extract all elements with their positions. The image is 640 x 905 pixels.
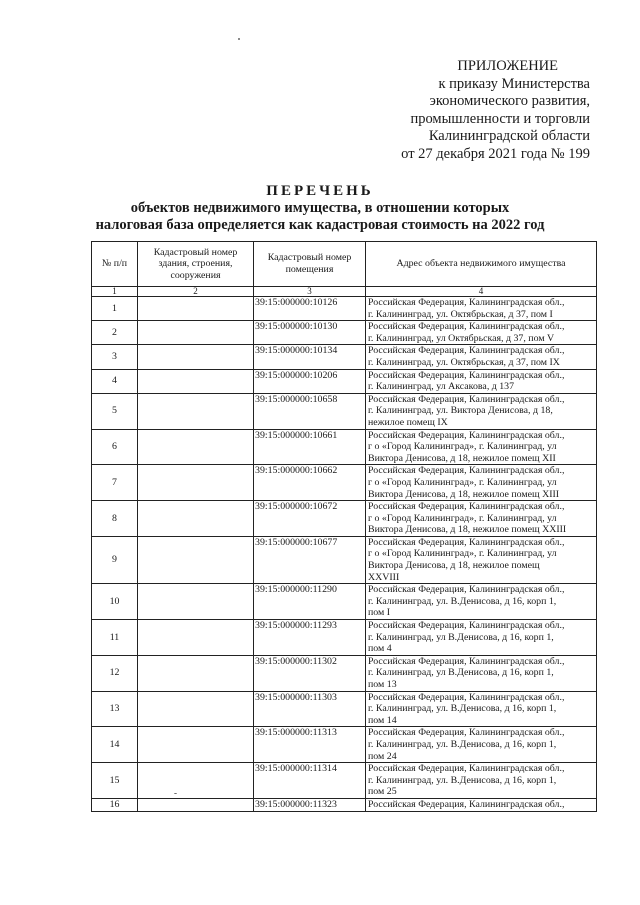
address-line: пом 13 (368, 679, 397, 690)
column-number: 4 (366, 287, 597, 297)
address-cell (366, 691, 597, 727)
table-row (92, 345, 597, 369)
address-line: г о «Город Калининград», г. Калининград, ул (368, 476, 557, 488)
table-row (92, 655, 597, 691)
address-line: пом 24 (368, 750, 397, 762)
title-line-1: объектов недвижимого имущества, в отношении которых (130, 200, 510, 216)
address-line: Российская Федерация, Калининградская обл., (368, 369, 565, 381)
building-cadastral-cell (138, 369, 254, 393)
header-building-cadastral: Кадастровый номер здания, строения, сооружения (138, 242, 254, 287)
address-cell (366, 321, 597, 345)
building-cadastral-cell (138, 584, 254, 620)
address-line: Российская Федерация, Калининградская обл., (368, 393, 565, 405)
column-number: 1 (92, 287, 138, 297)
address-cell (366, 369, 597, 393)
property-table (91, 241, 597, 812)
premises-cadastral-cell: 39:15:000000:10658 (254, 393, 366, 429)
appendix-date-line: от 27 декабря 2021 года № 199 (401, 145, 590, 162)
address-cell (366, 297, 597, 321)
table-row (92, 536, 597, 583)
address-line: Российская Федерация, Калининградская обл., (368, 429, 565, 441)
table-row (92, 321, 597, 345)
address-line: Российская Федерация, Калининградская обл., (368, 345, 565, 357)
table-row (92, 429, 597, 465)
address-line: Виктора Денисова, д 18, нежилое помещ XXIII (368, 524, 567, 536)
header-premises-cadastral: Кадастровый номер помещения (254, 242, 366, 287)
address-line: XXVIII (368, 571, 400, 583)
address-cell (366, 536, 597, 583)
premises-cadastral-cell: 39:15:000000:11313 (254, 727, 366, 763)
address-cell (366, 465, 597, 501)
scan-speck (238, 38, 240, 40)
address-line: г. Калининград, ул Аксакова, д 137 (368, 381, 515, 393)
title-line-2: налоговая база определяется как кадастровая стоимость на 2022 год (95, 217, 545, 233)
address-line: г о «Город Калининград», г. Калининград, ул (368, 512, 557, 524)
row-number: 14 (92, 727, 138, 763)
column-number: 2 (138, 287, 254, 297)
premises-cadastral-cell: 39:15:000000:10134 (254, 345, 366, 369)
building-cadastral-cell (138, 620, 254, 656)
row-number: 5 (92, 393, 138, 429)
address-line: Российская Федерация, Калининградская обл., (368, 584, 565, 596)
appendix-line: к приказу Министерства (438, 75, 590, 92)
building-cadastral-cell (138, 798, 254, 811)
document-title (40, 182, 600, 234)
address-line: Российская Федерация, Калининградская обл., (368, 620, 565, 632)
premises-cadastral-cell: 39:15:000000:10662 (254, 465, 366, 501)
address-line: пом 14 (368, 714, 397, 726)
address-line: Российская Федерация, Калининградская обл., (368, 655, 565, 667)
address-line: Российская Федерация, Калининградская обл., (368, 798, 565, 810)
address-cell (366, 655, 597, 691)
building-cadastral-cell (138, 691, 254, 727)
building-cadastral-cell (138, 345, 254, 369)
table-row (92, 727, 597, 763)
table-row (92, 501, 597, 537)
premises-cadastral-cell: 39:15:000000:10206 (254, 369, 366, 393)
address-line: пом 25 (368, 786, 397, 798)
table-row (92, 691, 597, 727)
appendix-line: экономического развития, (429, 93, 590, 110)
building-cadastral-cell (138, 429, 254, 465)
address-line: Российская Федерация, Калининградская обл., (368, 763, 565, 775)
row-number: 7 (92, 465, 138, 501)
row-number: 11 (92, 620, 138, 656)
appendix-line: промышленности и торговли (410, 110, 590, 127)
table-row (92, 620, 597, 656)
address-line: пом I (368, 607, 391, 619)
address-cell (366, 393, 597, 429)
building-cadastral-cell (138, 501, 254, 537)
table-body (92, 297, 597, 812)
row-number: 16 (92, 798, 138, 811)
table-row (92, 763, 597, 799)
address-line: Виктора Денисова, д 18, нежилое помещ (368, 560, 540, 572)
premises-cadastral-cell: 39:15:000000:11323 (254, 798, 366, 811)
table-row (92, 369, 597, 393)
address-line: г. Калининград, ул. Виктора Денисова, д 18, (368, 405, 553, 417)
appendix-heading: ПРИЛОЖЕНИЕ (457, 58, 558, 74)
address-line: Виктора Денисова, д 18, нежилое помещ XIII (368, 488, 560, 500)
building-cadastral-cell (138, 321, 254, 345)
address-cell (366, 727, 597, 763)
header-address: Адрес объекта недвижимого имущества (366, 242, 597, 287)
row-number: 2 (92, 321, 138, 345)
address-cell (366, 798, 597, 811)
table-row (92, 465, 597, 501)
address-line: г о «Город Калининград», г. Калининград, ул (368, 441, 557, 453)
building-cadastral-cell (138, 655, 254, 691)
address-cell (366, 429, 597, 465)
building-cadastral-cell (138, 393, 254, 429)
address-cell (366, 584, 597, 620)
address-line: г. Калининград, ул. В.Денисова, д 16, корп 1, (368, 595, 557, 607)
address-line: Российская Федерация, Калининградская обл., (368, 297, 565, 308)
premises-cadastral-cell: 39:15:000000:11314 (254, 763, 366, 799)
premises-cadastral-cell: 39:15:000000:10672 (254, 501, 366, 537)
row-number: 3 (92, 345, 138, 369)
row-number: 15 (92, 763, 138, 799)
address-line: г. Калининград, ул. Октябрьская, д 37, пом I (368, 308, 553, 320)
appendix-line: Калининградской области (428, 128, 590, 145)
building-cadastral-cell (138, 763, 254, 799)
address-line: нежилое помещ IX (368, 416, 448, 428)
address-line: г. Калининград, ул Октябрьская, д 37, пом V (368, 332, 555, 344)
address-line: пом 4 (368, 643, 392, 655)
row-number: 4 (92, 369, 138, 393)
table-row (92, 297, 597, 321)
address-cell (366, 501, 597, 537)
row-number: 9 (92, 536, 138, 583)
building-cadastral-cell (138, 727, 254, 763)
address-line: г. Калининград, ул. В.Денисова, д 16, корп 1, (368, 703, 557, 715)
title-heading: ПЕРЕЧЕНЬ (266, 183, 374, 199)
row-number: 1 (92, 297, 138, 321)
premises-cadastral-cell: 39:15:000000:11293 (254, 620, 366, 656)
row-number: 12 (92, 655, 138, 691)
building-cadastral-cell (138, 465, 254, 501)
address-line: Российская Федерация, Калининградская обл., (368, 691, 565, 703)
address-cell (366, 345, 597, 369)
premises-cadastral-cell: 39:15:000000:10126 (254, 297, 366, 321)
table-row (92, 584, 597, 620)
address-line: Виктора Денисова, д 18, нежилое помещ XII (368, 452, 556, 464)
premises-cadastral-cell: 39:15:000000:10130 (254, 321, 366, 345)
address-cell (366, 763, 597, 799)
header-num: № п/п (92, 242, 138, 287)
address-line: Российская Федерация, Калининградская обл., (368, 727, 565, 739)
row-number: 13 (92, 691, 138, 727)
address-line: г о «Город Калининград», г. Калининград, ул (368, 548, 557, 560)
address-line: Российская Федерация, Калининградская обл., (368, 321, 565, 333)
table-row (92, 393, 597, 429)
address-line: г. Калининград, ул. В.Денисова, д 16, корп 1, (368, 774, 557, 786)
address-line: Российская Федерация, Калининградская обл., (368, 536, 565, 548)
building-cadastral-cell (138, 297, 254, 321)
table-row (92, 798, 597, 811)
address-cell (366, 620, 597, 656)
address-line: Российская Федерация, Калининградская обл., (368, 501, 565, 513)
row-number: 10 (92, 584, 138, 620)
address-line: г. Калининград, ул В.Денисова, д 16, корп 1, (368, 667, 554, 679)
appendix-block (300, 58, 590, 164)
premises-cadastral-cell: 39:15:000000:11303 (254, 691, 366, 727)
premises-cadastral-cell: 39:15:000000:11302 (254, 655, 366, 691)
address-line: г. Калининград, ул В.Денисова, д 16, корп 1, (368, 631, 554, 643)
premises-cadastral-cell: 39:15:000000:10677 (254, 536, 366, 583)
address-line: г. Калининград, ул. Октябрьская, д 37, пом IX (368, 356, 560, 368)
building-cadastral-cell (138, 536, 254, 583)
column-number: 3 (254, 287, 366, 297)
premises-cadastral-cell: 39:15:000000:11290 (254, 584, 366, 620)
row-number: 8 (92, 501, 138, 537)
row-number: 6 (92, 429, 138, 465)
premises-cadastral-cell: 39:15:000000:10661 (254, 429, 366, 465)
address-line: г. Калининград, ул. В.Денисова, д 16, корп 1, (368, 738, 557, 750)
address-line: Российская Федерация, Калининградская обл., (368, 465, 565, 477)
